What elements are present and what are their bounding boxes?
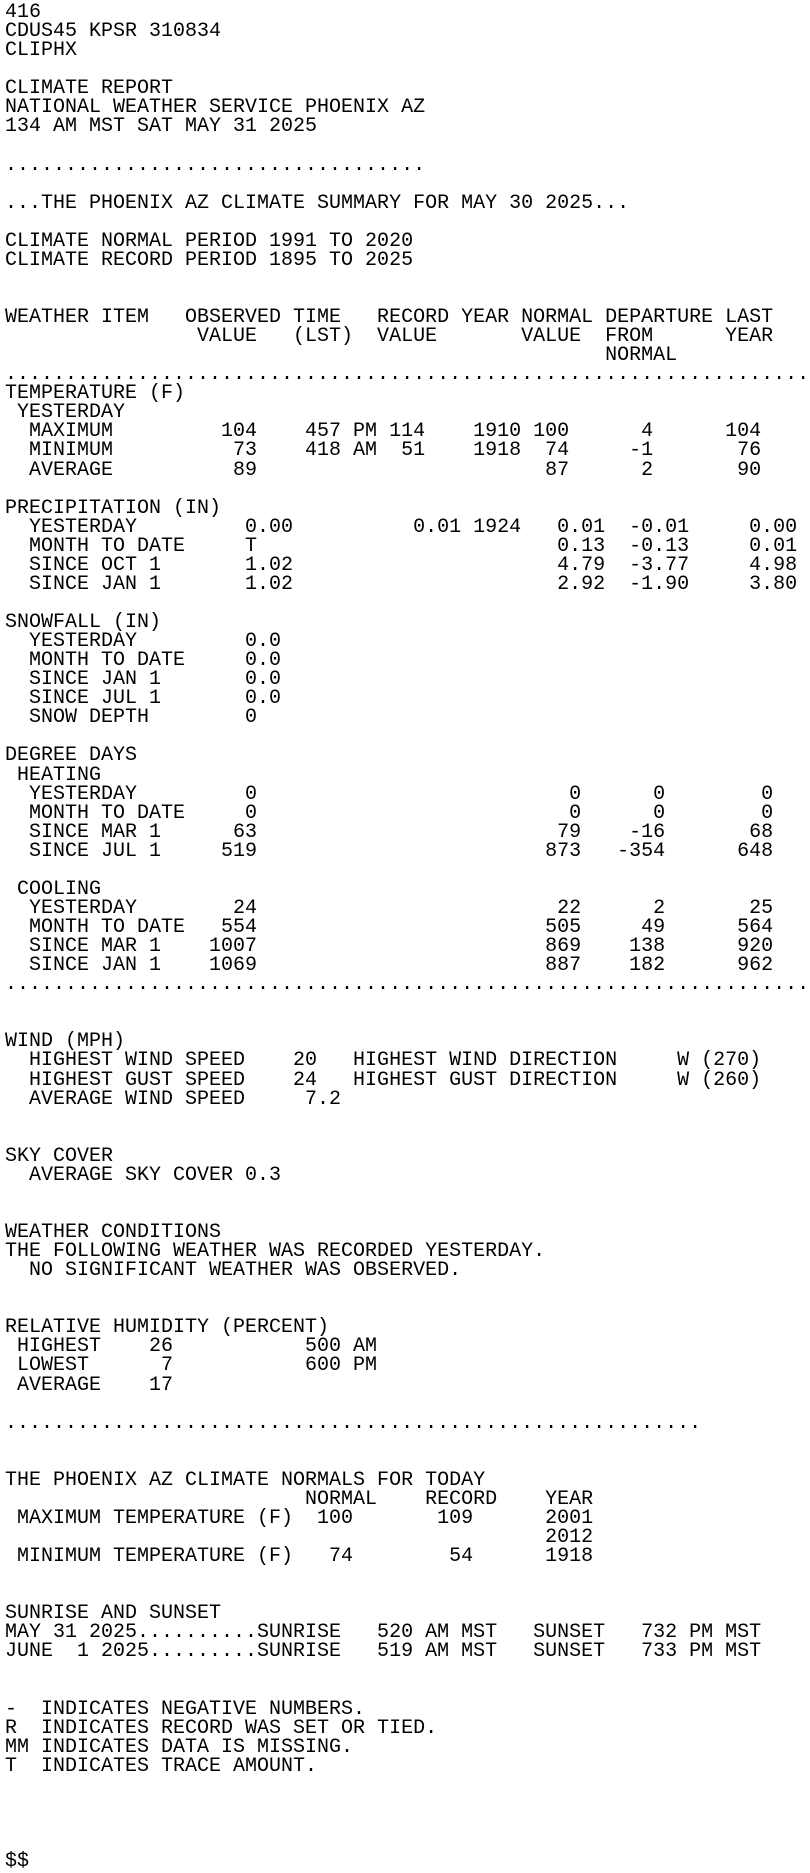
report-line: [5, 480, 809, 499]
report-line: R INDICATES RECORD WAS SET OR TIED.: [5, 1716, 438, 1740]
report-line: CLIMATE RECORD PERIOD 1895 TO 2025: [5, 248, 414, 272]
report-line: CDUS45 KPSR 310834: [5, 20, 222, 44]
report-line: SINCE JUL 1 519 873 -354 648: [5, 839, 774, 863]
report-line: SINCE MAR 1 63 79 -16 68: [5, 820, 774, 844]
report-line: VALUE (LST) VALUE VALUE FROM YEAR: [5, 325, 774, 349]
report-line: MONTH TO DATE 0 0 0 0: [5, 801, 774, 825]
report-line: AVERAGE 89 87 2 90: [5, 458, 762, 482]
report-line: THE PHOENIX AZ CLIMATE NORMALS FOR TODAY: [5, 1468, 486, 1492]
report-line: SINCE JAN 1 1.02 2.92 -1.90 3.80: [5, 572, 798, 596]
report-line: YESTERDAY 0.00 0.01 1924 0.01 -0.01 0.00: [5, 515, 798, 539]
report-line: [5, 1681, 809, 1700]
report-line: [5, 1395, 809, 1414]
report-line: THE FOLLOWING WEATHER WAS RECORDED YESTERDAY.: [5, 1240, 546, 1264]
report-line: 134 AM MST SAT MAY 31 2025: [5, 115, 318, 139]
report-line: [5, 1128, 809, 1147]
report-line: ..........................................................: [5, 1411, 702, 1435]
report-line: HIGHEST GUST SPEED 24 HIGHEST GUST DIRECTION W (260): [5, 1068, 762, 1092]
report-line: 416: [5, 1, 42, 24]
report-line: [5, 213, 809, 232]
report-line: [5, 1013, 809, 1032]
report-line: MAY 31 2025..........SUNRISE 520 AM MST SUNSET 732 PM MST: [5, 1621, 762, 1645]
report-line: MAXIMUM 104 457 PM 114 1910 100 4 104: [5, 420, 762, 444]
report-line: YESTERDAY 24 22 2 25: [5, 896, 774, 920]
report-line: [5, 1661, 809, 1680]
report-line: MAXIMUM TEMPERATURE (F) 100 109 2001: [5, 1506, 594, 1530]
report-line: SINCE JUL 1 0.0: [5, 687, 282, 711]
report-line: SNOWFALL (IN): [5, 611, 162, 634]
report-line: $$: [5, 1850, 30, 1873]
report-line: MINIMUM 73 418 AM 51 1918 74 -1 76: [5, 439, 762, 463]
report-line: NORMAL: [5, 344, 678, 368]
report-line: 2012: [5, 1526, 594, 1549]
report-line: [5, 1109, 809, 1128]
report-line: [5, 1433, 809, 1452]
report-line: [5, 861, 809, 880]
report-line: - INDICATES NEGATIVE NUMBERS.: [5, 1697, 366, 1721]
report-line: CLIMATE NORMAL PERIOD 1991 TO 2020: [5, 229, 414, 253]
report-line: CLIPHX: [5, 39, 78, 63]
report-line: NORMAL RECORD YEAR: [5, 1487, 594, 1511]
report-line: LOWEST 7 600 PM: [5, 1354, 378, 1378]
report-line: NATIONAL WEATHER SERVICE PHOENIX AZ: [5, 96, 426, 120]
report-line: [5, 994, 809, 1013]
report-line: SUNRISE AND SUNSET: [5, 1602, 222, 1626]
report-line: [5, 175, 809, 194]
report-line: [5, 1566, 809, 1585]
report-line: SNOW DEPTH 0: [5, 706, 258, 730]
report-line: PRECIPITATION (IN): [5, 496, 222, 520]
report-line: CLIMATE REPORT: [5, 77, 174, 101]
report-line: DEGREE DAYS: [5, 744, 138, 768]
report-line: SINCE MAR 1 1007 869 138 920: [5, 935, 774, 959]
report-line: TEMPERATURE (F): [5, 382, 186, 406]
report-line: T INDICATES TRACE AMOUNT.: [5, 1754, 318, 1778]
report-line: AVERAGE SKY COVER 0.3: [5, 1163, 282, 1187]
report-line: SINCE JAN 1 1069 887 182 962: [5, 954, 774, 978]
report-line: [5, 1452, 809, 1471]
report-line: WEATHER CONDITIONS: [5, 1221, 222, 1244]
report-line: HIGHEST WIND SPEED 20 HIGHEST WIND DIRECTION W (270): [5, 1049, 762, 1073]
report-line: ...................................: [5, 153, 426, 177]
report-line: NO SIGNIFICANT WEATHER WAS OBSERVED.: [5, 1259, 462, 1283]
report-line: [5, 136, 809, 155]
report-line: AVERAGE 17: [5, 1373, 174, 1397]
report-line: [5, 1795, 809, 1814]
report-line: ...THE PHOENIX AZ CLIMATE SUMMARY FOR MAY 30 2025...: [5, 191, 630, 215]
report-line: SINCE JAN 1 0.0: [5, 668, 282, 692]
report-line: [5, 1833, 809, 1852]
report-line: HIGHEST 26 500 AM: [5, 1335, 378, 1359]
report-line: HEATING: [5, 763, 102, 787]
report-line: MONTH TO DATE 554 505 49 564: [5, 916, 774, 939]
report-line: AVERAGE WIND SPEED 7.2: [5, 1087, 342, 1111]
report-line: [5, 1814, 809, 1833]
report-line: ...................................................................: [5, 363, 810, 387]
report-line: COOLING: [5, 877, 102, 901]
report-line: YESTERDAY: [5, 401, 126, 425]
report-line: SINCE OCT 1 1.02 4.79 -3.77 4.98: [5, 553, 798, 577]
report-line: [5, 1776, 809, 1795]
report-line: [5, 270, 809, 289]
report-line: WIND (MPH): [5, 1030, 126, 1054]
climate-report-text: [5, 3, 809, 1871]
report-line: MM INDICATES DATA IS MISSING.: [5, 1735, 354, 1759]
report-line: ...................................................................: [5, 973, 810, 997]
report-line: MINIMUM TEMPERATURE (F) 74 54 1918: [5, 1545, 594, 1569]
report-line: MONTH TO DATE 0.0: [5, 649, 282, 673]
report-line: [5, 1280, 809, 1299]
report-line: [5, 1185, 809, 1204]
report-line: JUNE 1 2025.........SUNRISE 519 AM MST SUNSET 733 PM MST: [5, 1640, 762, 1664]
report-line: SKY COVER: [5, 1144, 114, 1168]
report-line: WEATHER ITEM OBSERVED TIME RECORD YEAR NORMAL DEPARTURE LAST: [5, 306, 774, 329]
report-line: YESTERDAY 0.0: [5, 630, 282, 654]
report-line: YESTERDAY 0 0 0 0: [5, 782, 774, 806]
report-line: RELATIVE HUMIDITY (PERCENT): [5, 1316, 330, 1340]
report-line: MONTH TO DATE T 0.13 -0.13 0.01: [5, 534, 798, 558]
